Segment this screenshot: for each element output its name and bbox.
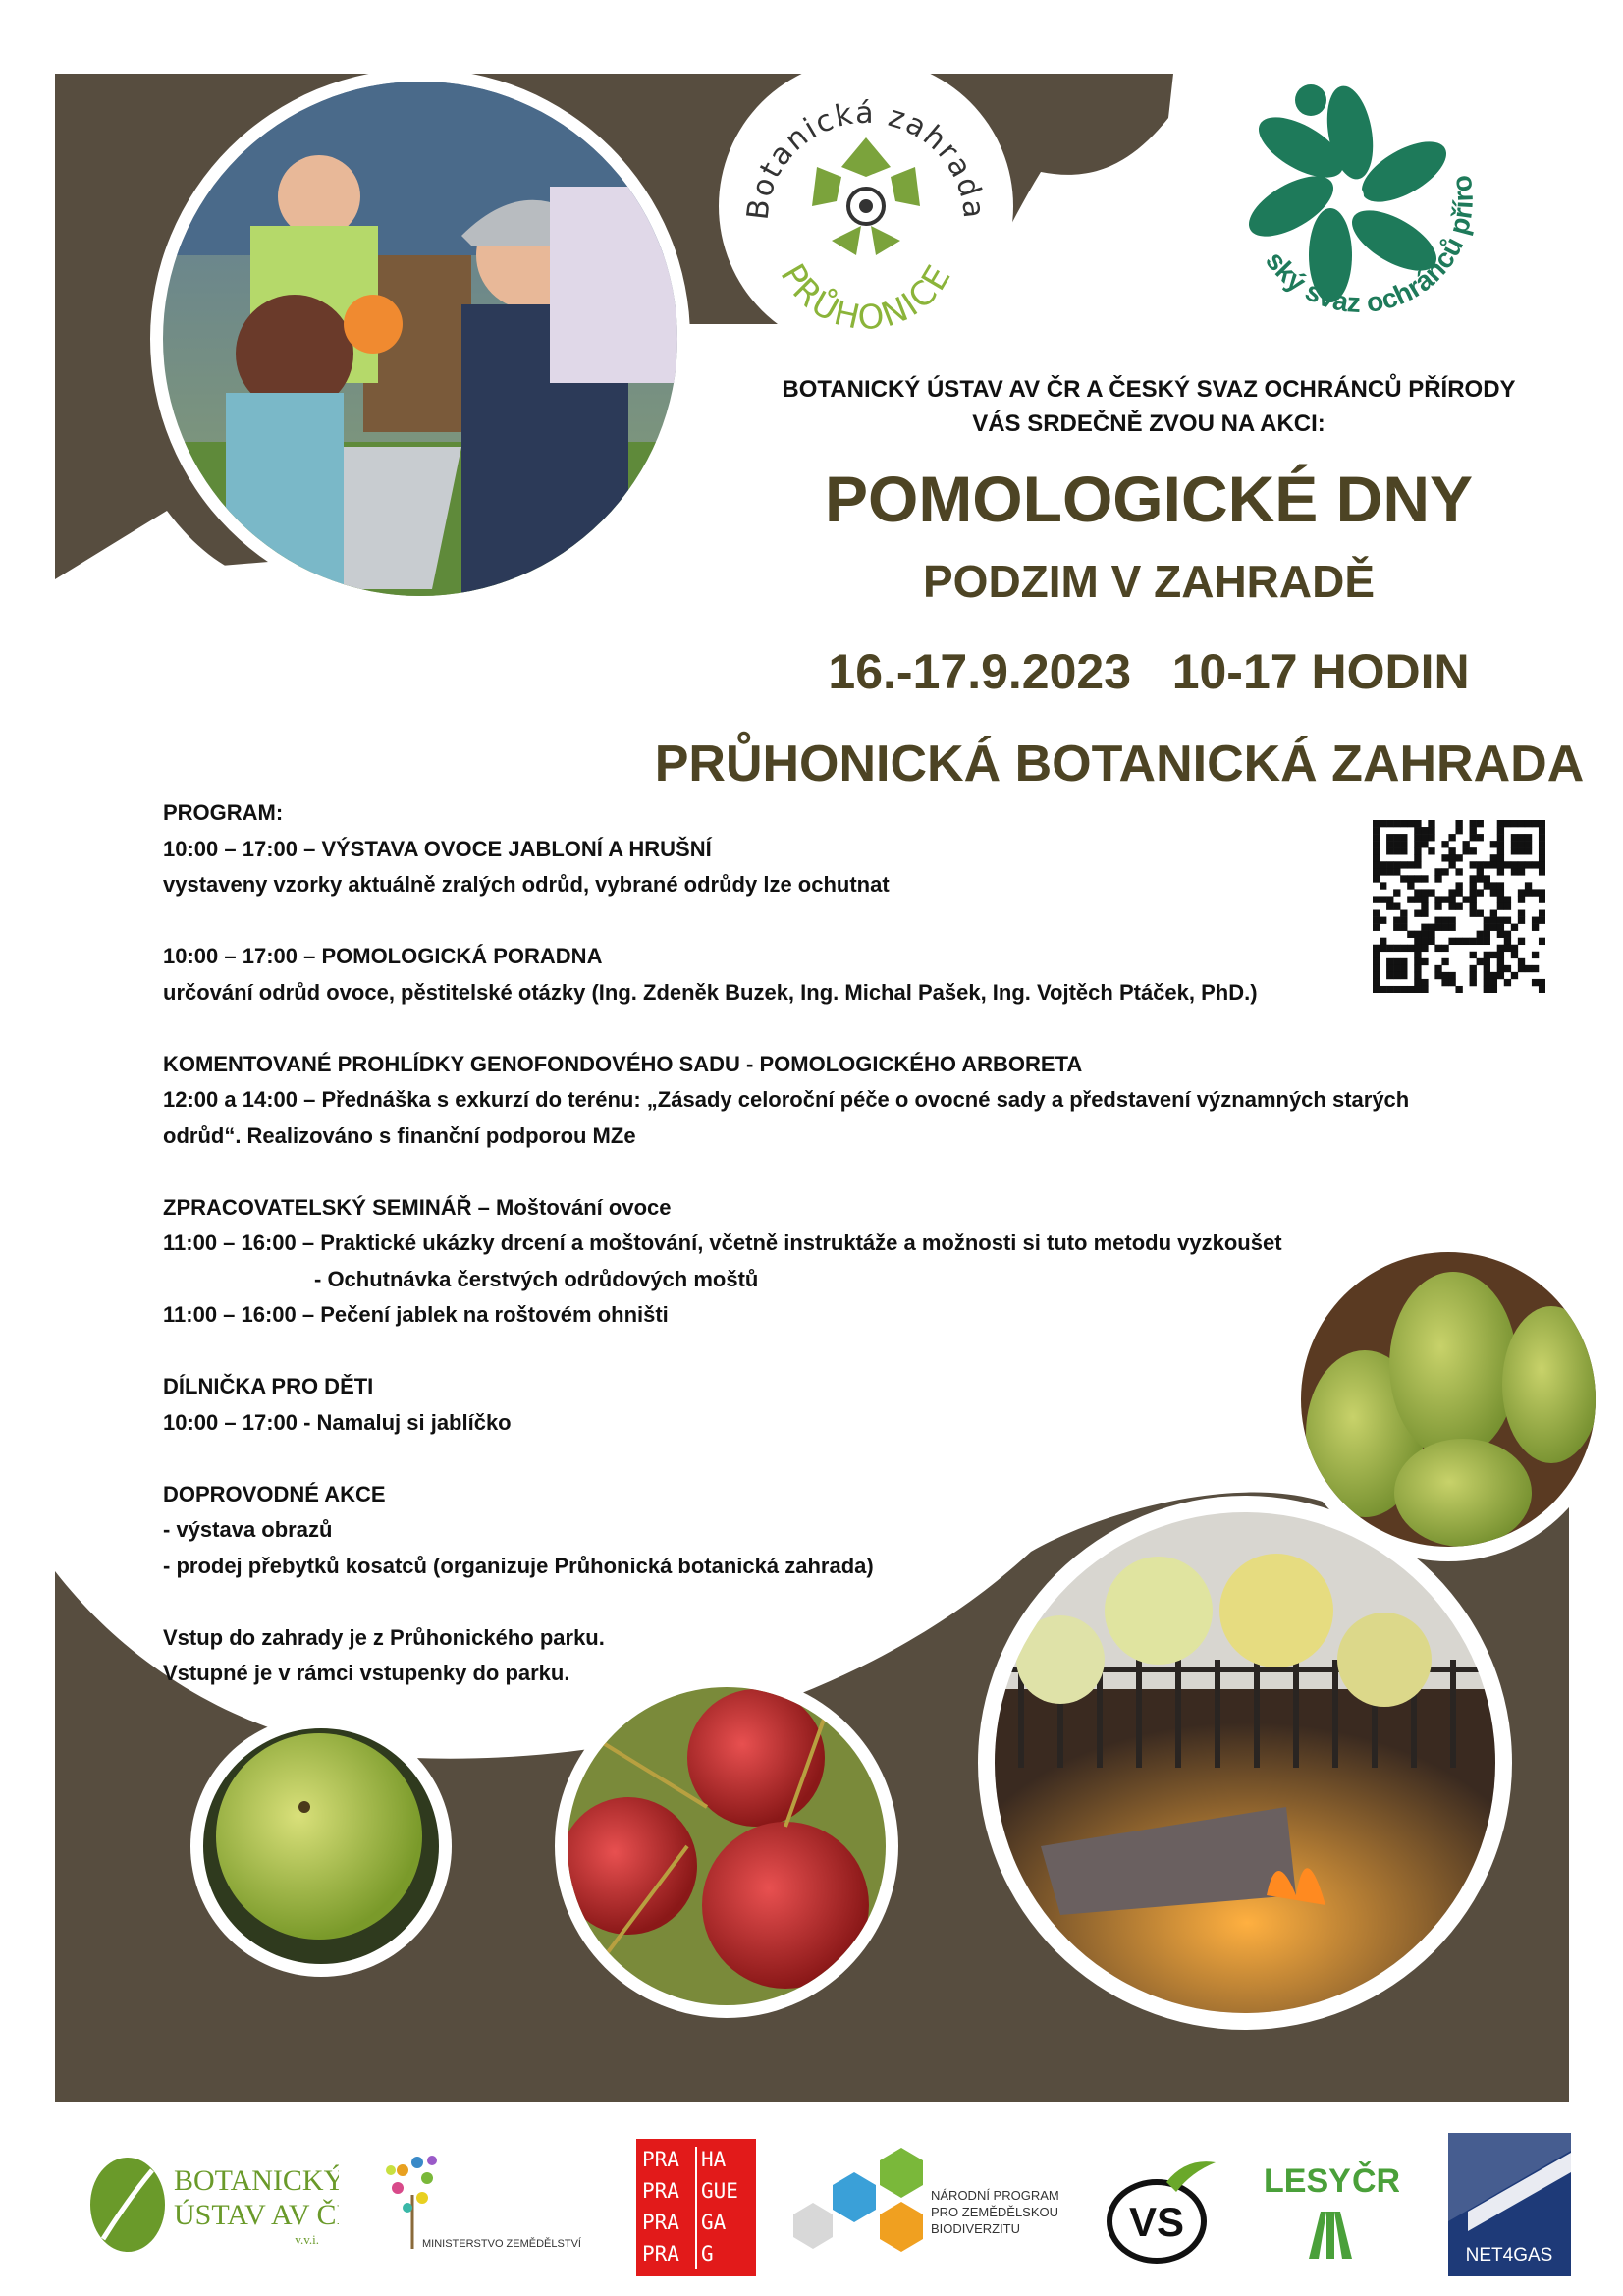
bu-line-3: v.v.i. [295,2232,319,2247]
net4gas-label: NET4GAS [1465,2245,1553,2266]
tree-icon [386,2156,437,2249]
vs-leaf-icon [1166,2161,1216,2192]
event-title: POMOLOGICKÉ DNY [824,463,1474,535]
invite-line-2: VÁS SRDEČNĚ ZVOU NA AKCI: [972,410,1325,437]
s2-title: 10:00 – 17:00 – POMOLOGICKÁ PORADNA [163,944,603,968]
s5-line-1: 10:00 – 17:00 - Namaluj si jablíčko [163,1409,512,1435]
praha-c2-1: GUE [701,2179,738,2203]
lesy-label-1: LESY [1264,2162,1351,2200]
s1-desc: vystaveny vzorky aktuálně zralých odrůd, vybrané odrůdy lze ochutnat [163,872,890,897]
bz-top-text: Botanická zahrada [740,95,992,222]
s4-line-3: 11:00 – 16:00 – Pečení jablek na roštovém ohništi [163,1302,669,1327]
praha-c2-2: GA [701,2211,727,2234]
s4-line-1: 11:00 – 16:00 – Praktické ukázky drcení a moštování, včetně instruktáže a možnosti si tuto metodu vyzkoušet [163,1230,1282,1255]
sponsor-mze [373,2141,609,2269]
lesy-tree-icon [1309,2212,1352,2259]
bu-line-1: BOTANICKÝ [174,2164,339,2197]
s5-title: DÍLNIČKA PRO DĚTI [163,1374,374,1398]
s3-desc-2: odrůd“. Realizováno s finanční podporou MZe [163,1122,636,1148]
np-line-3: BIODIVERZITU [931,2221,1021,2236]
praha-c1-1: PRA [642,2179,679,2203]
s4-line-2: - Ochutnávka čerstvých odrůdových moštů [314,1266,759,1291]
np-line-1: NÁRODNÍ PROGRAM [931,2188,1058,2203]
csop-text: ský svaz ochránců příro [1260,173,1479,319]
praha-c1-3: PRA [642,2242,679,2266]
s1-title: 10:00 – 17:00 – VÝSTAVA OVOCE JABLONÍ A HRUŠNÍ [163,836,712,861]
sponsor-praha [636,2139,756,2276]
praha-c2-0: HA [701,2148,727,2171]
entry-line-1: Vstup do zahrady je z Průhonického parku. [163,1624,605,1650]
sponsor-net4gas [1448,2133,1571,2276]
sponsor-lesy-cr [1262,2151,1399,2269]
lesy-label-2: ČR [1352,2162,1399,2200]
s4-title: ZPRACOVATELSKÝ SEMINÁŘ – Moštování ovoce [163,1194,672,1220]
program-section [163,795,1439,1692]
event-date: 16.-17.9.2023 10-17 HODIN [828,644,1470,699]
np-line-2: PRO ZEMĚDĚLSKOU [931,2205,1058,2219]
sponsor-vs [1098,2143,1225,2270]
sponsors-bar [0,2131,1623,2296]
csop-logo [1203,59,1527,354]
event-place: PRŮHONICKÁ BOTANICKÁ ZAHRADA [654,736,1585,793]
sponsor-narodni-program [793,2141,1058,2269]
s3-desc-1: 12:00 a 14:00 – Přednáška s exkurzí do terénu: „Zásady celoroční péče o ovocné sady a představení významných starých [163,1087,1410,1112]
bu-line-2: ÚSTAV AV ČR [174,2199,339,2231]
s6-line-1: - výstava obrazů [163,1517,333,1542]
sponsor-botanicky-ustav [83,2151,339,2259]
event-subtitle: PODZIM V ZAHRADĚ [923,556,1375,607]
hexagon-icons [793,2148,923,2252]
s2-desc: určování odrůd ovoce, pěstitelské otázky (Ing. Zdeněk Buzek, Ing. Michal Pašek, Ing. Vojtěch Ptáček, PhD.) [163,979,1258,1005]
praha-c1-2: PRA [642,2211,679,2234]
program-heading: PROGRAM: [163,800,284,825]
invite-line-1: BOTANICKÝ ÚSTAV AV ČR A ČESKÝ SVAZ OCHRÁNCŮ PŘÍRODY [782,376,1516,403]
botanicka-zahrada-logo [709,59,1023,354]
bz-bottom-text: PRŮHONICE [772,257,960,339]
entry-line-2: Vstupné je v rámci vstupenky do parku. [163,1661,570,1685]
s6-title: DOPROVODNÉ AKCE [163,1481,386,1506]
praha-c1-0: PRA [642,2148,679,2171]
mze-label: MINISTERSTVO ZEMĚDĚLSTVÍ [422,2238,581,2250]
praha-c2-3: G [701,2242,714,2266]
s6-line-2: - prodej přebytků kosatců (organizuje Průhonická botanická zahrada) [163,1553,874,1578]
leaf-icon [90,2158,165,2252]
vs-label: VS [1128,2199,1185,2245]
s3-title: KOMENTOVANÉ PROHLÍDKY GENOFONDOVÉHO SADU - POMOLOGICKÉHO ARBORETA [163,1051,1083,1076]
